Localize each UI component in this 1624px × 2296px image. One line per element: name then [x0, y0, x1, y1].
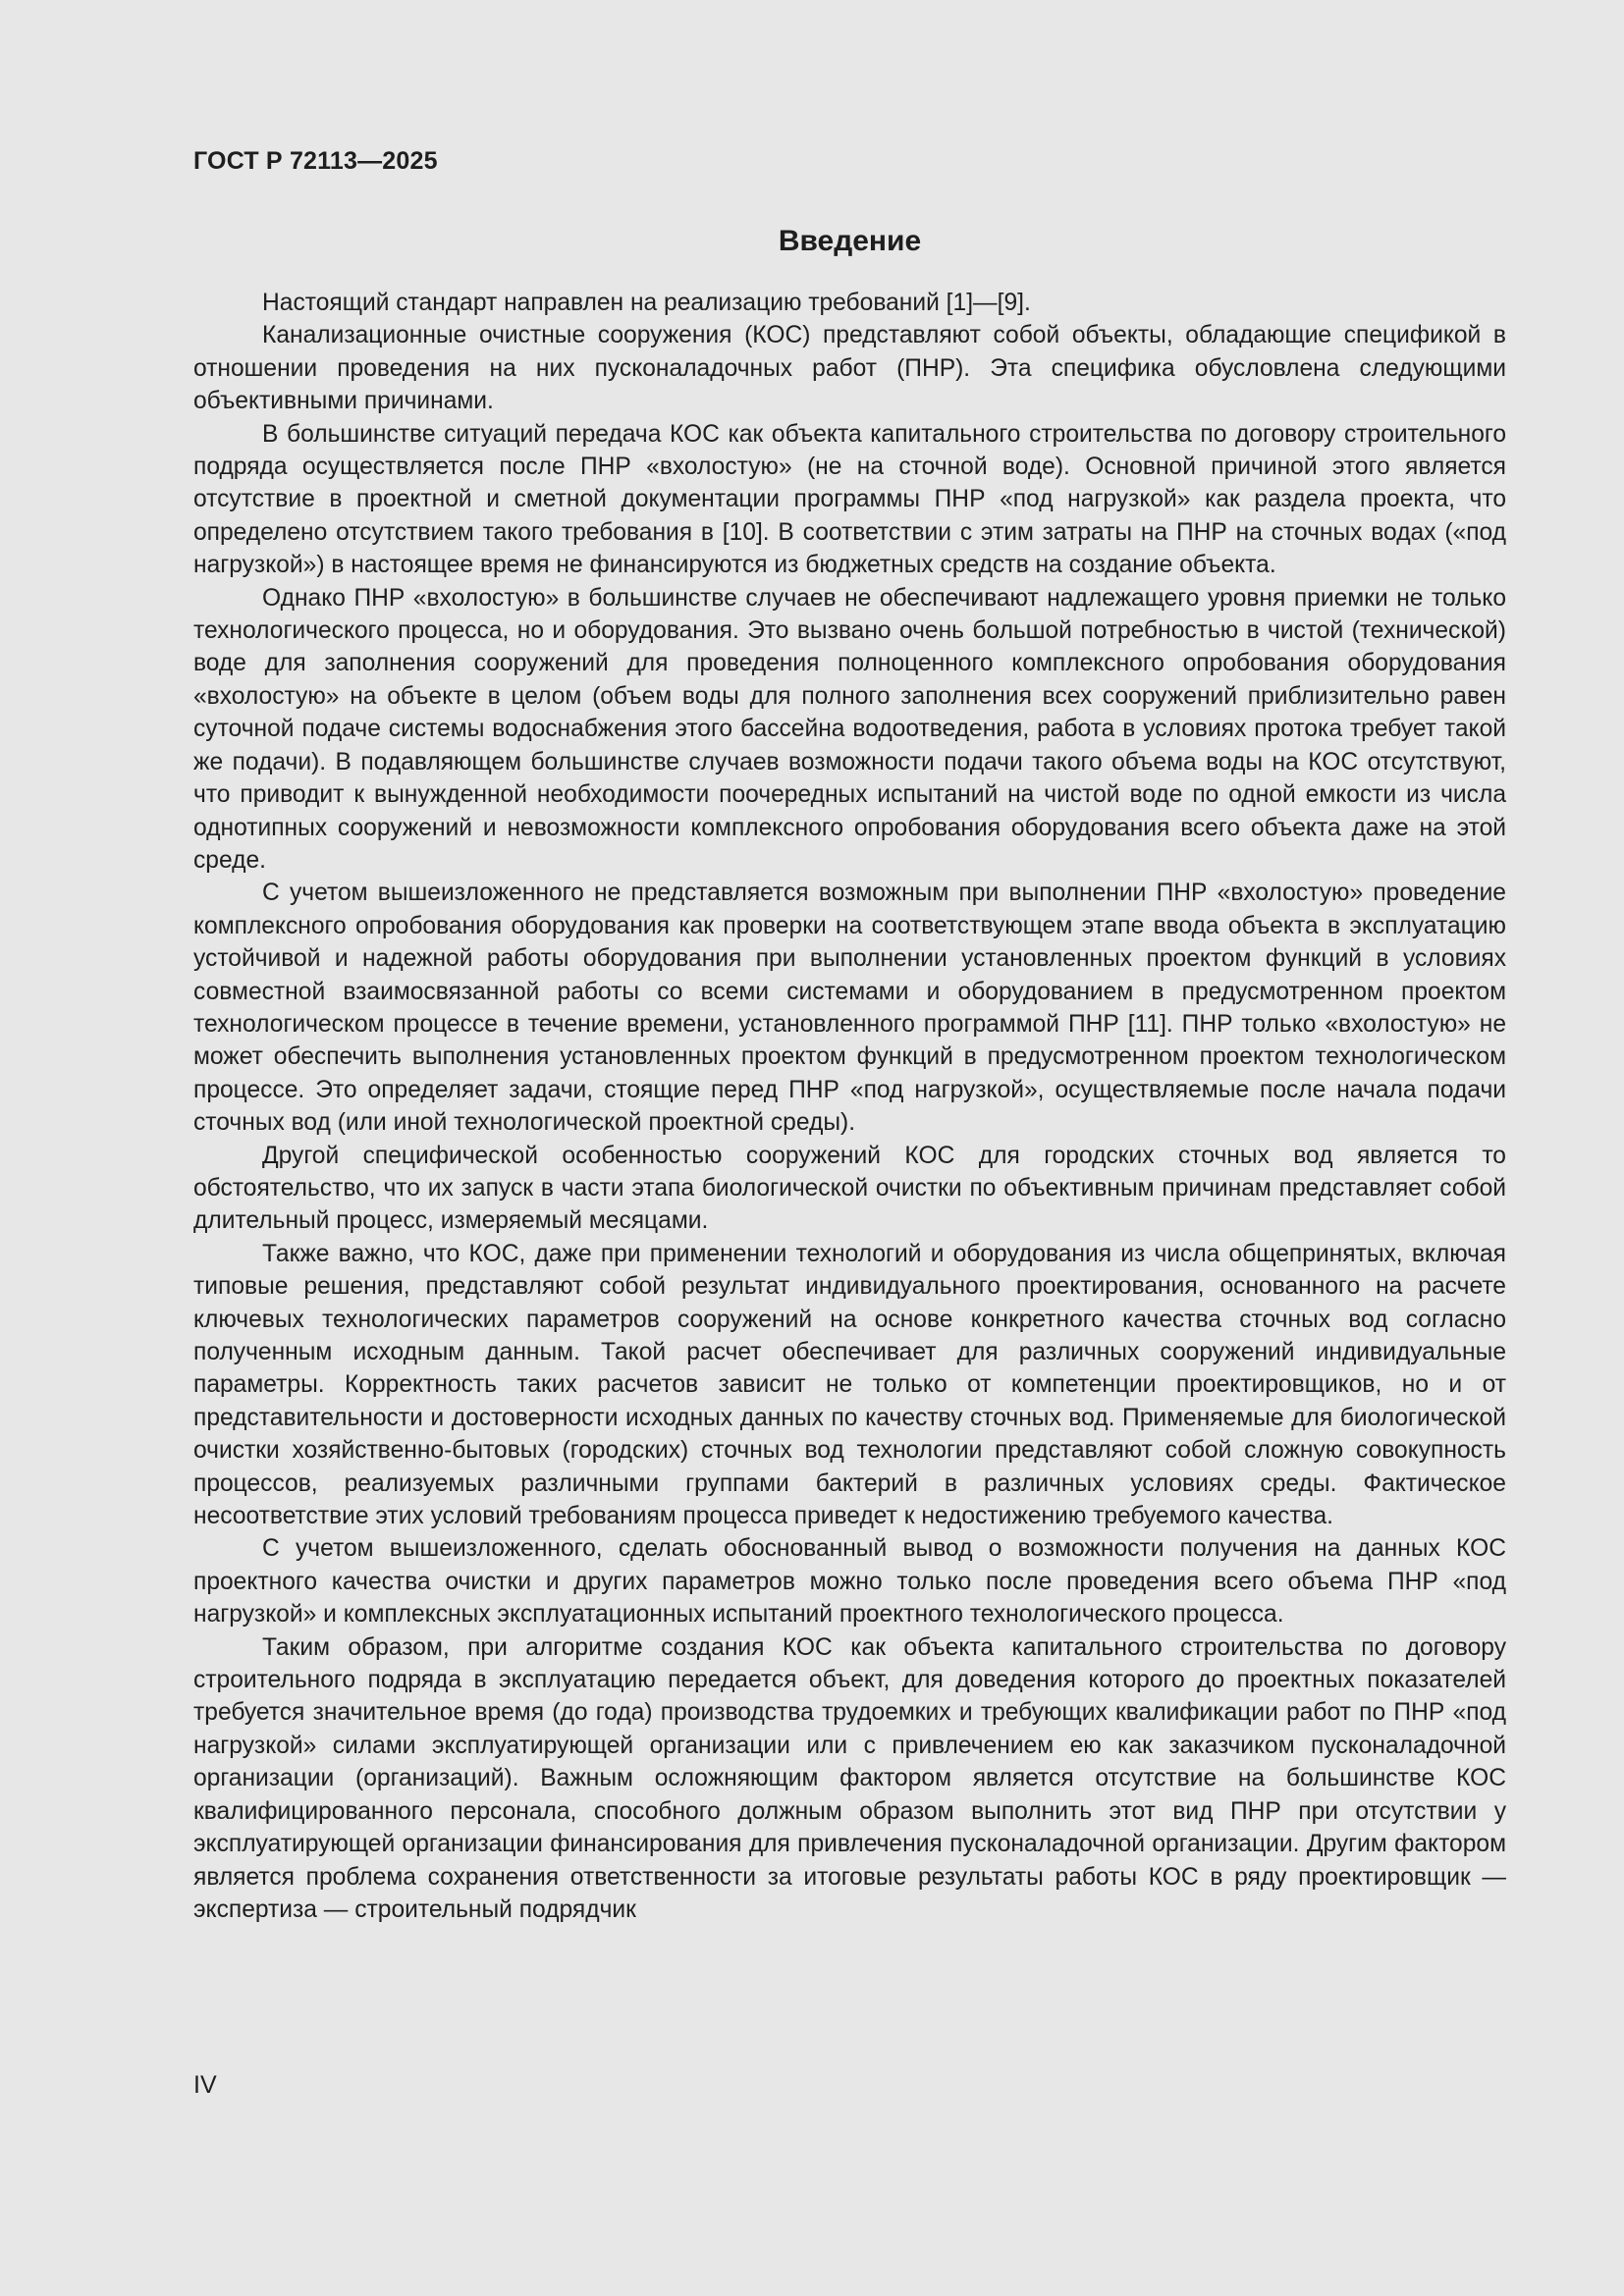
- paragraph: Другой специфической особенностью сооружений КОС для городских сточных вод является то обстоятельство, что их запуск в части этапа биологической очистки по объективным причинам представляет собой длительный процесс, измеряемый месяцами.: [193, 1142, 1506, 1235]
- paragraph: С учетом вышеизложенного, сделать обоснованный вывод о возможности получения на данных КОС проектного качества очистки и других параметров можно только после проведения всего объема ПНР «под нагрузкой» и комплексных эксплуатационных испытаний проектного технологического процесса.: [193, 1535, 1506, 1629]
- section-title: Введение: [778, 225, 922, 257]
- paragraph: Настоящий стандарт направлен на реализацию требований [1]—[9].: [262, 290, 1031, 316]
- paragraph: С учетом вышеизложенного не представляется возможным при выполнении ПНР «вхолостую» проведение комплексного опробования оборудования как проверки на соответствующем этапе ввода объекта в эксплуатацию устойчивой и надежной работы оборудования при выполнении установленных проектом функций в условиях совместной взаимосвязанной работы со всеми системами и оборудованием в предусмотренном проектом технологическом процессе в течение времени, установленного программой ПНР [11]. ПНР только «вхолостую» не может обеспечить выполнения установленных проектом функций в предусмотренном проектом технологическом процессе. Это определяет задачи, стоящие перед ПНР «под нагрузкой», осуществляемые после начала подачи сточных вод (или иной технологической проектной среды).: [193, 880, 1506, 1137]
- paragraph: В большинстве ситуаций передача КОС как объекта капитального строительства по договору строительного подряда осуществляется после ПНР «вхолостую» (не на сточной воде). Основной причиной этого является отсутствие в проектной и сметной документации программы ПНР «под нагрузкой» как раздела проекта, что определено отсутствием такого требования в [10]. В соответствии с этим затраты на ПНР на сточных водах («под нагрузкой») в настоящее время не финансируются из бюджетных средств на создание объекта.: [193, 420, 1506, 579]
- paragraph: Таким образом, при алгоритме создания КОС как объекта капитального строительства по договору строительного подряда в эксплуатацию передается объект, для доведения которого до проектных показателей требуется значительное время (до года) производства трудоемких и требующих квалификации работ по ПНР «под нагрузкой» силами эксплуатирующей организации или с привлечением ею как заказчиком пусконаладочной организации (организаций). Важным осложняющим фактором является отсутствие на большинстве КОС квалифицированного персонала, способного должным образом выполнить этот вид ПНР при отсутствии у эксплуатирующей организации финансирования для привлечения пусконаладочной организации. Другим фактором является проблема сохранения ответственности за итоговые результаты работы КОС в ряду проектировщик — экспертиза — строительный подрядчик: [193, 1633, 1506, 1923]
- page-number: IV: [193, 2071, 217, 2099]
- paragraph: Также важно, что КОС, даже при применении технологий и оборудования из числа общепринятых, включая типовые решения, представляют собой результат индивидуального проектирования, основанного на расчете ключевых технологических параметров сооружений на основе конкретного качества сточных вод согласно полученным исходным данным. Такой расчет обеспечивает для различных сооружений индивидуальные параметры. Корректность таких расчетов зависит не только от компетенции проектировщиков, но и от представительности и достоверности исходных данных по качеству сточных вод. Применяемые для биологической очистки хозяйственно-бытовых (городских) сточных вод технологии представляют собой сложную совокупность процессов, реализуемых различными группами бактерий в различных условиях среды. Фактическое несоответствие этих условий требованиям процесса приведет к недостижению требуемого качества.: [193, 1240, 1506, 1530]
- paragraph: Канализационные очистные сооружения (КОС) представляют собой объекты, обладающие спецификой в отношении проведения на них пусконаладочных работ (ПНР). Эта специфика обусловлена следующими объективными причинами.: [193, 322, 1506, 415]
- paragraph: Однако ПНР «вхолостую» в большинстве случаев не обеспечивают надлежащего уровня приемки не только технологического процесса, но и оборудования. Это вызвано очень большой потребностью в чистой (технической) воде для заполнения сооружений для проведения полноценного комплексного опробования оборудования «вхолостую» на объекте в целом (объем воды для полного заполнения всех сооружений приблизительно равен суточной подаче системы водоснабжения этого бассейна водоотведения, работа в условиях протока требует такой же подачи). В подавляющем большинстве случаев возможности подачи такого объема воды на КОС отсутствуют, что приводит к вынужденной необходимости поочередных испытаний на чистой воде по одной емкости из числа однотипных сооружений и невозможности комплексного опробования оборудования всего объекта даже на этой среде.: [193, 584, 1506, 874]
- document-header: ГОСТ Р 72113—2025: [193, 147, 438, 175]
- document-page: [193, 0, 1506, 2296]
- body-text: [193, 287, 1506, 1926]
